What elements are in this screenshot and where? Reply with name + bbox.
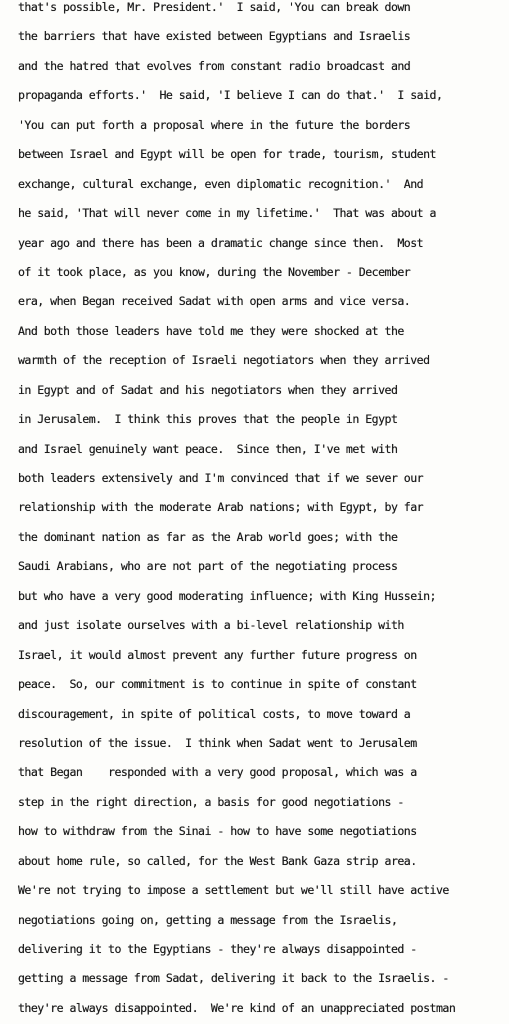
text-line: peace. So, our commitment is to continue in spite of constant: [18, 677, 417, 692]
text-line: about home rule, so called, for the West Bank Gaza strip area.: [18, 853, 417, 868]
text-line: that Began responded with a very good proposal, which was a: [18, 765, 417, 780]
text-line: in Jerusalem. I think this proves that the people in Egypt: [18, 412, 398, 427]
text-line: they're always disappointed. We're kind of an unappreciated postman: [18, 1000, 456, 1015]
text-line: propaganda efforts.' He said, 'I believe I can do that.' I said,: [18, 88, 443, 103]
text-line: Saudi Arabians, who are not part of the negotiating process: [18, 559, 398, 574]
text-line: discouragement, in spite of political costs, to move toward a: [18, 706, 411, 721]
text-line: And both those leaders have told me they were shocked at the: [18, 323, 404, 338]
text-line: the barriers that have existed between Egyptians and Israelis: [18, 29, 411, 44]
text-line: getting a message from Sadat, delivering it back to the Israelis. -: [18, 971, 449, 986]
text-line: warmth of the reception of Israeli negotiators when they arrived: [18, 353, 430, 368]
text-line: 'You can put forth a proposal where in the future the borders: [18, 117, 411, 132]
text-line: year ago and there has been a dramatic change since then. Most: [18, 235, 424, 250]
text-line: of it took place, as you know, during the November - December: [18, 264, 411, 279]
text-line: step in the right direction, a basis for good negotiations -: [18, 794, 404, 809]
text-line: he said, 'That will never come in my lifetime.' That was about a: [18, 206, 436, 221]
text-line: delivering it to the Egyptians - they're always disappointed -: [18, 942, 417, 956]
text-line: resolution of the issue. I think when Sadat went to Jerusalem: [18, 735, 417, 750]
text-line: in Egypt and of Sadat and his negotiators when they arrived: [18, 382, 398, 397]
text-line: between Israel and Egypt will be open for trade, tourism, student: [18, 147, 436, 162]
text-line: relationship with the moderate Arab nations; with Egypt, by far: [18, 500, 424, 515]
text-line: how to withdraw from the Sinai - how to have some negotiations: [18, 824, 417, 839]
typed-transcript-text: [18, 0, 506, 1025]
text-line: and the hatred that evolves from constant radio broadcast and: [18, 58, 411, 73]
text-line: the dominant nation as far as the Arab world goes; with the: [18, 529, 398, 544]
text-line: that's possible, Mr. President.' I said, 'You can break down: [18, 0, 411, 14]
text-line: exchange, cultural exchange, even diplomatic recognition.' And: [18, 176, 424, 191]
text-line: both leaders extensively and I'm convinced that if we sever our: [18, 471, 424, 485]
text-line: and Israel genuinely want peace. Since then, I've met with: [18, 441, 398, 456]
text-line: era, when Began received Sadat with open arms and vice versa.: [18, 294, 411, 309]
text-line: negotiations going on, getting a message from the Israelis,: [18, 912, 398, 927]
text-line: We're not trying to impose a settlement but we'll still have active: [18, 883, 449, 898]
text-line: Israel, it would almost prevent any further future progress on: [18, 647, 417, 662]
text-line: but who have a very good moderating influence; with King Hussein;: [18, 588, 436, 603]
text-line: and just isolate ourselves with a bi-level relationship with: [18, 618, 404, 633]
